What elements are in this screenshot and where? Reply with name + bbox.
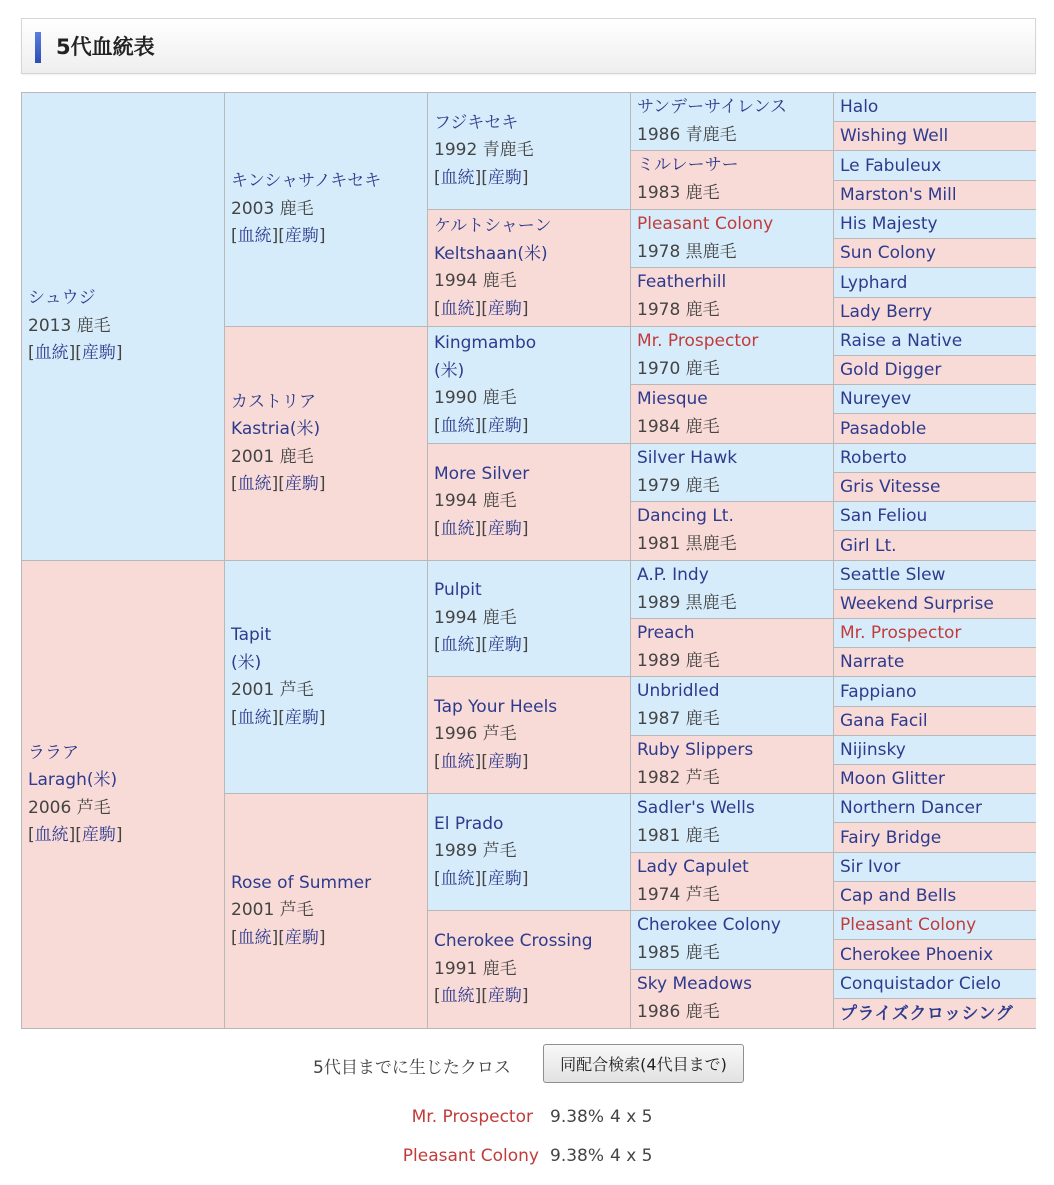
pedigree-cell-gen3 bbox=[428, 677, 631, 794]
horse-name-link[interactable]: Northern Dancer bbox=[840, 798, 982, 818]
horse-name-link[interactable]: Lyphard bbox=[840, 272, 908, 293]
pedigree-links bbox=[28, 822, 224, 850]
horse-name-link[interactable]: Lady Berry bbox=[840, 302, 933, 322]
birth-year-color: 1990 鹿毛 bbox=[434, 388, 517, 408]
bracket: ] bbox=[521, 518, 529, 539]
birth-year-color: 1986 鹿毛 bbox=[637, 1001, 720, 1022]
pedigree-links bbox=[231, 223, 427, 251]
horse-name-link[interactable]: Pasadoble bbox=[840, 418, 927, 439]
pedigree-links bbox=[231, 705, 427, 733]
pedigree-cell-gen5 bbox=[834, 93, 1036, 122]
horse-name-link[interactable]: Pulpit bbox=[434, 580, 482, 601]
bracket: ] bbox=[115, 343, 123, 364]
pedigree-cell-gen5 bbox=[834, 444, 1036, 473]
pedigree-cell-gen4 bbox=[631, 561, 834, 619]
bracket: [ bbox=[434, 986, 441, 1007]
bracket: [ bbox=[434, 868, 441, 889]
birth-year-color: 1978 鹿毛 bbox=[637, 299, 720, 320]
pedigree-links bbox=[434, 413, 630, 441]
horse-name-link[interactable]: More Silver bbox=[434, 463, 530, 484]
offspring-link[interactable]: 産駒 bbox=[487, 751, 522, 772]
bloodline-link[interactable]: 血統 bbox=[34, 825, 69, 845]
pedigree-cell-gen5 bbox=[834, 794, 1036, 823]
bracket: ][ bbox=[474, 868, 488, 889]
pedigree-cell-gen4 bbox=[631, 268, 834, 327]
horse-name-link[interactable]: ケルトシャーン bbox=[434, 216, 552, 236]
bracket: [ bbox=[434, 415, 441, 436]
horse-name-link[interactable]: Unbridled bbox=[637, 681, 720, 701]
birth-year-color: 1984 鹿毛 bbox=[637, 416, 720, 437]
horse-name-link[interactable]: A.P. Indy bbox=[637, 565, 709, 585]
offspring-link[interactable]: 産駒 bbox=[487, 298, 522, 319]
pedigree-cell-gen4 bbox=[631, 327, 834, 385]
horse-name-link[interactable]: Dancing Lt. bbox=[637, 506, 734, 526]
horse-name-link[interactable]: Ruby Slippers bbox=[637, 740, 754, 760]
pedigree-cell-gen5 bbox=[834, 181, 1036, 210]
bracket: ][ bbox=[474, 298, 488, 319]
pedigree-links bbox=[434, 516, 630, 544]
birth-year-color: 1970 鹿毛 bbox=[637, 358, 720, 379]
pedigree-links bbox=[434, 866, 630, 894]
birth-year-color: 1994 鹿毛 bbox=[434, 271, 517, 291]
pedigree-cell-gen5 bbox=[834, 911, 1036, 940]
pedigree-links bbox=[434, 165, 630, 193]
birth-year-color: 2003 鹿毛 bbox=[231, 198, 314, 219]
birth-year-color: 1994 鹿毛 bbox=[434, 607, 517, 628]
horse-name-link[interactable]: Kingmambo bbox=[434, 333, 537, 353]
bloodline-link[interactable]: 血統 bbox=[440, 518, 475, 539]
birth-year-color: 1989 鹿毛 bbox=[637, 650, 720, 671]
horse-name-link[interactable]: Halo bbox=[840, 97, 879, 117]
birth-year-color: 1982 芦毛 bbox=[637, 767, 720, 788]
horse-name-link[interactable]: プライズクロッシング bbox=[840, 1003, 1014, 1024]
pedigree-cell-gen5 bbox=[834, 999, 1036, 1028]
horse-name-link[interactable]: Raise a Native bbox=[840, 331, 963, 351]
bracket: ][ bbox=[68, 343, 82, 364]
pedigree-cell-gen5 bbox=[834, 853, 1036, 882]
pedigree-cell-gen5 bbox=[834, 970, 1036, 999]
pedigree-cell-gen4 bbox=[631, 151, 834, 210]
bracket: ] bbox=[521, 868, 529, 889]
pedigree-cell-gen2 bbox=[225, 561, 428, 794]
bracket: ] bbox=[521, 635, 529, 656]
horse-name-link[interactable]: Cherokee Colony bbox=[637, 915, 781, 935]
horse-name-link[interactable]: Gold Digger bbox=[840, 360, 942, 380]
horse-name-link[interactable]: Silver Hawk bbox=[637, 448, 738, 468]
bracket: ][ bbox=[271, 226, 285, 247]
offspring-link[interactable]: 産駒 bbox=[487, 415, 522, 436]
bracket: ] bbox=[318, 927, 326, 948]
birth-year-color: 1989 芦毛 bbox=[434, 841, 517, 862]
bracket: ] bbox=[521, 415, 529, 436]
offspring-link[interactable]: 産駒 bbox=[81, 343, 116, 364]
bloodline-link[interactable]: 血統 bbox=[440, 868, 475, 889]
horse-name-link[interactable]: Miesque bbox=[637, 389, 708, 409]
pedigree-table bbox=[21, 92, 1036, 1029]
pedigree-cell-gen4 bbox=[631, 911, 834, 970]
horse-origin[interactable]: Kastria(米) bbox=[231, 419, 321, 439]
horse-origin[interactable]: Keltshaan(米) bbox=[434, 243, 548, 264]
pedigree-cell-gen5 bbox=[834, 473, 1036, 502]
bracket: [ bbox=[434, 298, 441, 319]
horse-origin[interactable]: (米) bbox=[231, 652, 262, 673]
bracket: [ bbox=[28, 343, 35, 364]
horse-name-link[interactable]: Narrate bbox=[840, 652, 905, 672]
pedigree-cell-gen3 bbox=[428, 327, 631, 444]
pedigree-links bbox=[434, 749, 630, 777]
horse-name-link[interactable]: Roberto bbox=[840, 448, 907, 468]
bracket: ] bbox=[318, 226, 326, 247]
bracket: ][ bbox=[68, 825, 82, 845]
pedigree-cell-gen5 bbox=[834, 823, 1036, 853]
pedigree-cell-gen5 bbox=[834, 707, 1036, 736]
bloodline-link[interactable]: 血統 bbox=[34, 343, 69, 364]
bracket: [ bbox=[434, 635, 441, 656]
pedigree-links bbox=[434, 632, 630, 660]
birth-year-color: 1992 青鹿毛 bbox=[434, 140, 534, 161]
horse-name-link[interactable]: Fairy Bridge bbox=[840, 827, 942, 848]
bracket: ][ bbox=[474, 518, 488, 539]
pedigree-cell-gen2 bbox=[225, 93, 428, 327]
horse-name-link[interactable]: Weekend Surprise bbox=[840, 594, 994, 614]
section-header bbox=[21, 18, 1036, 74]
bloodline-link[interactable]: 血統 bbox=[440, 167, 475, 188]
pedigree-cell-gen5 bbox=[834, 648, 1036, 677]
pedigree-cell-gen5 bbox=[834, 210, 1036, 239]
cross-section bbox=[0, 1043, 1054, 1085]
bracket: [ bbox=[28, 825, 35, 845]
horse-name-link[interactable]: キンシャサノキセキ bbox=[231, 171, 382, 192]
pedigree-cell-gen4 bbox=[631, 619, 834, 677]
pedigree-links bbox=[231, 925, 427, 953]
horse-name-link[interactable]: Lady Capulet bbox=[637, 857, 749, 877]
horse-name-link[interactable]: Seattle Slew bbox=[840, 565, 946, 585]
pedigree-cell-gen4 bbox=[631, 736, 834, 794]
pedigree-links bbox=[434, 983, 630, 1011]
pedigree-cell-gen3 bbox=[428, 93, 631, 210]
horse-name-link[interactable]: Preach bbox=[637, 623, 695, 643]
offspring-link[interactable]: 産駒 bbox=[487, 986, 522, 1007]
bloodline-link[interactable]: 血統 bbox=[237, 474, 272, 494]
pedigree-cell-gen5 bbox=[834, 619, 1036, 648]
birth-year-color: 1983 鹿毛 bbox=[637, 182, 720, 203]
bracket: ][ bbox=[474, 635, 488, 656]
bloodline-link[interactable]: 血統 bbox=[440, 415, 475, 436]
horse-name-link[interactable]: San Feliou bbox=[840, 506, 928, 526]
pedigree-cell-gen2 bbox=[225, 327, 428, 561]
horse-name-link[interactable]: Sir Ivor bbox=[840, 857, 901, 877]
birth-year-color: 2013 鹿毛 bbox=[28, 315, 111, 336]
cross-horse-link[interactable]: Pleasant Colony bbox=[402, 1146, 539, 1166]
horse-name-link[interactable]: Featherhill bbox=[637, 272, 727, 292]
bracket: ][ bbox=[474, 751, 488, 772]
pedigree-cell-gen5 bbox=[834, 502, 1036, 531]
horse-name-link[interactable]: シュウジ bbox=[28, 288, 96, 309]
bracket: ] bbox=[521, 167, 529, 188]
bloodline-link[interactable]: 血統 bbox=[440, 635, 475, 656]
horse-name-link[interactable]: Rose of Summer bbox=[231, 872, 372, 893]
pedigree-cell-gen4 bbox=[631, 444, 834, 502]
pedigree-cell-gen3 bbox=[428, 911, 631, 1028]
bracket: [ bbox=[434, 167, 441, 188]
pedigree-cell-gen5 bbox=[834, 531, 1036, 561]
bloodline-link[interactable]: 血統 bbox=[440, 986, 475, 1007]
offspring-link[interactable]: 産駒 bbox=[284, 927, 319, 948]
birth-year-color: 2001 芦毛 bbox=[231, 900, 314, 921]
pedigree-cell-gen3 bbox=[428, 210, 631, 327]
horse-name-link[interactable]: El Prado bbox=[434, 813, 504, 834]
pedigree-cell-gen3 bbox=[428, 561, 631, 677]
pedigree-links bbox=[231, 471, 427, 499]
pedigree-cell-gen4 bbox=[631, 502, 834, 561]
pedigree-cell-gen5 bbox=[834, 414, 1036, 444]
bracket: [ bbox=[231, 226, 238, 247]
bracket: ][ bbox=[474, 986, 488, 1007]
offspring-link[interactable]: 産駒 bbox=[81, 825, 116, 845]
horse-name-link[interactable]: Sun Colony bbox=[840, 243, 936, 263]
horse-name-link[interactable]: Nureyev bbox=[840, 389, 912, 409]
pedigree-cell-gen4 bbox=[631, 853, 834, 911]
bracket: [ bbox=[231, 474, 238, 494]
bracket: [ bbox=[231, 927, 238, 948]
horse-name-link[interactable]: カストリア bbox=[231, 391, 316, 412]
birth-year-color: 1994 鹿毛 bbox=[434, 491, 517, 512]
bloodline-link[interactable]: 血統 bbox=[237, 226, 272, 247]
horse-name-link[interactable]: Moon Glitter bbox=[840, 769, 946, 789]
horse-name-link[interactable]: His Majesty bbox=[840, 214, 938, 234]
bracket: [ bbox=[231, 707, 238, 728]
horse-name-link[interactable]: ララア bbox=[28, 742, 79, 763]
pedigree-cell-gen5 bbox=[834, 298, 1036, 327]
cross-label: 5代目までに生じたクロス bbox=[313, 1058, 511, 1078]
offspring-link[interactable]: 産駒 bbox=[284, 474, 319, 494]
birth-year-color: 1974 芦毛 bbox=[637, 884, 720, 905]
horse-name-link[interactable]: ミルレーサー bbox=[637, 155, 739, 175]
bracket: ] bbox=[115, 825, 123, 845]
horse-name-link[interactable]: Gana Facil bbox=[840, 711, 928, 731]
birth-year-color: 1989 黒鹿毛 bbox=[637, 592, 737, 613]
horse-name-link[interactable]: Sadler's Wells bbox=[637, 798, 755, 818]
bracket: ] bbox=[318, 707, 326, 728]
birth-year-color: 1986 青鹿毛 bbox=[637, 124, 737, 145]
pedigree-links bbox=[28, 340, 224, 368]
horse-name-link[interactable]: サンデーサイレンス bbox=[637, 97, 788, 117]
page-title: 5代血統表 bbox=[56, 35, 155, 59]
horse-name-link[interactable]: Conquistador Cielo bbox=[840, 974, 1002, 994]
same-mating-search-button[interactable]: 同配合検索(4代目まで) bbox=[543, 1044, 744, 1083]
pedigree-cell-gen5 bbox=[834, 561, 1036, 590]
pedigree-cell-gen2 bbox=[225, 794, 428, 1028]
bracket: ] bbox=[318, 474, 326, 494]
pedigree-cell-gen5 bbox=[834, 385, 1036, 414]
bracket: ][ bbox=[474, 415, 488, 436]
pedigree-cell-gen1 bbox=[22, 561, 225, 1028]
birth-year-color: 1985 鹿毛 bbox=[637, 942, 720, 963]
pedigree-cell-gen5 bbox=[834, 327, 1036, 356]
horse-name-link[interactable]: Girl Lt. bbox=[840, 535, 897, 556]
pedigree-cell-gen5 bbox=[834, 239, 1036, 268]
offspring-link[interactable]: 産駒 bbox=[487, 868, 522, 889]
bloodline-link[interactable]: 血統 bbox=[237, 707, 272, 728]
birth-year-color: 1981 黒鹿毛 bbox=[637, 533, 737, 554]
pedigree-cell-gen4 bbox=[631, 677, 834, 736]
horse-name-link[interactable]: フジキセキ bbox=[434, 112, 519, 133]
horse-name-link[interactable]: Cap and Bells bbox=[840, 886, 957, 906]
pedigree-cell-gen5 bbox=[834, 151, 1036, 181]
birth-year-color: 1979 鹿毛 bbox=[637, 475, 720, 496]
horse-name-link[interactable]: Tapit bbox=[231, 625, 272, 645]
horse-name-link[interactable]: Pleasant Colony bbox=[840, 915, 977, 935]
header-accent-bar bbox=[35, 32, 41, 63]
bracket: ] bbox=[521, 986, 529, 1007]
bracket: ] bbox=[521, 751, 529, 772]
horse-name-link[interactable]: Le Fabuleux bbox=[840, 155, 942, 176]
horse-name-link[interactable]: Mr. Prospector bbox=[840, 623, 962, 643]
bracket: [ bbox=[434, 518, 441, 539]
horse-origin[interactable]: Laragh(米) bbox=[28, 770, 118, 790]
pedigree-cell-gen5 bbox=[834, 736, 1036, 765]
birth-year-color: 1996 芦毛 bbox=[434, 724, 517, 745]
bracket: ][ bbox=[271, 707, 285, 728]
pedigree-cell-gen4 bbox=[631, 385, 834, 444]
pedigree-cell-gen1 bbox=[22, 93, 225, 561]
bracket: ][ bbox=[271, 474, 285, 494]
birth-year-color: 1978 黒鹿毛 bbox=[637, 241, 737, 262]
horse-name-link[interactable]: Cherokee Phoenix bbox=[840, 944, 994, 965]
pedigree-cell-gen5 bbox=[834, 122, 1036, 151]
pedigree-cell-gen5 bbox=[834, 882, 1036, 911]
offspring-link[interactable]: 産駒 bbox=[284, 707, 319, 728]
pedigree-cell-gen4 bbox=[631, 210, 834, 268]
bracket: [ bbox=[434, 751, 441, 772]
pedigree-links bbox=[434, 296, 630, 324]
birth-year-color: 1981 鹿毛 bbox=[637, 825, 720, 846]
horse-name-link[interactable]: Tap Your Heels bbox=[434, 696, 558, 717]
offspring-link[interactable]: 産駒 bbox=[487, 518, 522, 539]
pedigree-cell-gen5 bbox=[834, 940, 1036, 970]
cross-item bbox=[0, 1143, 539, 1169]
horse-name-link[interactable]: Cherokee Crossing bbox=[434, 931, 593, 952]
horse-name-link[interactable]: Wishing Well bbox=[840, 126, 949, 146]
bloodline-link[interactable]: 血統 bbox=[237, 927, 272, 948]
horse-origin[interactable]: (米) bbox=[434, 360, 465, 381]
pedigree-cell-gen4 bbox=[631, 970, 834, 1028]
birth-year-color: 2006 芦毛 bbox=[28, 797, 111, 818]
bracket: ][ bbox=[474, 167, 488, 188]
horse-name-link[interactable]: Mr. Prospector bbox=[637, 331, 759, 351]
horse-name-link[interactable]: Gris Vitesse bbox=[840, 477, 941, 497]
bracket: ] bbox=[521, 298, 529, 319]
birth-year-color: 1987 鹿毛 bbox=[637, 708, 720, 729]
pedigree-cell-gen5 bbox=[834, 356, 1036, 385]
pedigree-cell-gen5 bbox=[834, 268, 1036, 298]
bracket: ][ bbox=[271, 927, 285, 948]
offspring-link[interactable]: 産駒 bbox=[487, 635, 522, 656]
birth-year-color: 2001 芦毛 bbox=[231, 680, 314, 700]
cross-horse-link[interactable]: Mr. Prospector bbox=[411, 1107, 533, 1127]
pedigree-cell-gen5 bbox=[834, 590, 1036, 619]
horse-name-link[interactable]: Pleasant Colony bbox=[637, 214, 774, 234]
bloodline-link[interactable]: 血統 bbox=[440, 298, 475, 319]
horse-name-link[interactable]: Nijinsky bbox=[840, 740, 906, 760]
horse-name-link[interactable]: Marston's Mill bbox=[840, 185, 957, 205]
pedigree-cell-gen5 bbox=[834, 677, 1036, 707]
pedigree-cell-gen3 bbox=[428, 444, 631, 561]
pedigree-cell-gen4 bbox=[631, 93, 834, 151]
birth-year-color: 1991 鹿毛 bbox=[434, 958, 517, 979]
offspring-link[interactable]: 産駒 bbox=[487, 167, 522, 188]
horse-name-link[interactable]: Fappiano bbox=[840, 681, 917, 702]
horse-name-link[interactable]: Sky Meadows bbox=[637, 974, 752, 994]
bloodline-link[interactable]: 血統 bbox=[440, 751, 475, 772]
pedigree-cell-gen3 bbox=[428, 794, 631, 911]
birth-year-color: 2001 鹿毛 bbox=[231, 446, 314, 467]
pedigree-cell-gen4 bbox=[631, 794, 834, 853]
pedigree-cell-gen5 bbox=[834, 765, 1036, 794]
cross-item bbox=[0, 1104, 533, 1130]
offspring-link[interactable]: 産駒 bbox=[284, 226, 319, 247]
